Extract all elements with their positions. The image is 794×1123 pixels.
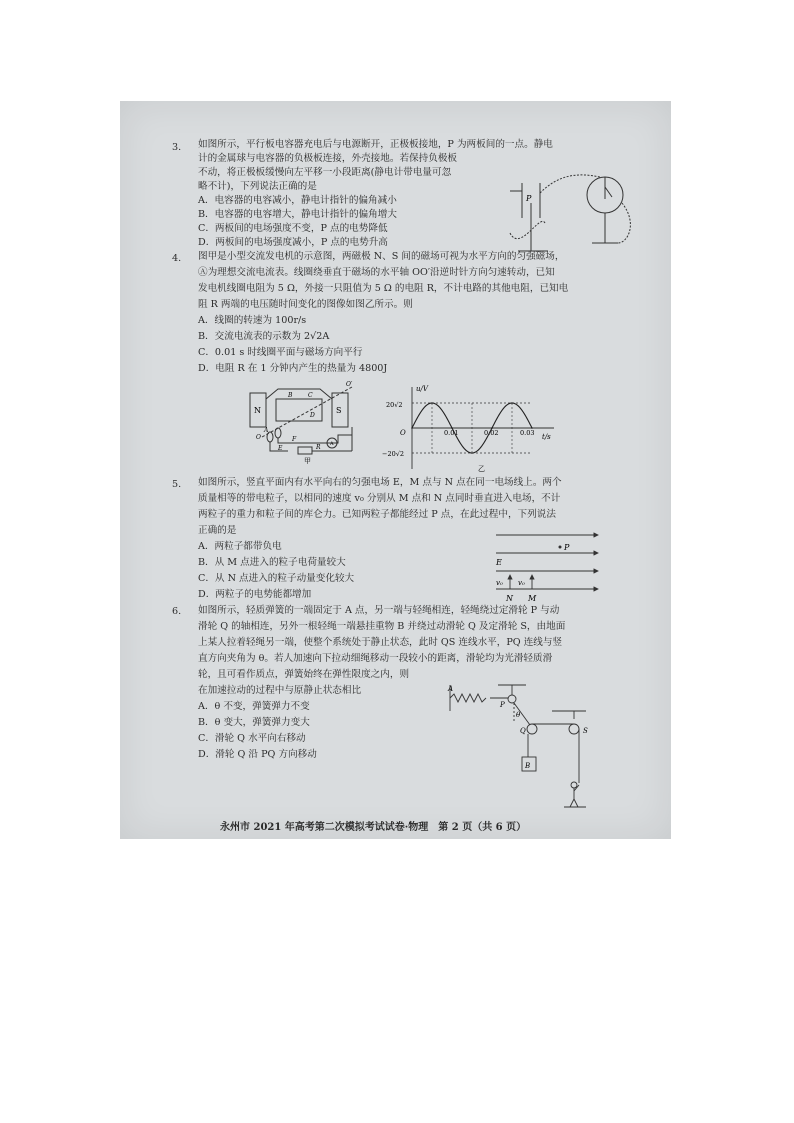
chart-x-label: t/s (542, 433, 551, 441)
q5-option-a: A．两粒子都带负电 (198, 541, 282, 552)
q4-line-4: 阻 R 两端的电压随时间变化的图像如图乙所示。则 (198, 299, 413, 310)
q5-line-1: 如图所示，竖直平面内有水平向右的匀强电场 E，M 点与 N 点在同一电场线上。两个 (198, 477, 562, 488)
q5-fig-v0-b-label: v₀ (518, 579, 525, 587)
q5-line-4: 正确的是 (198, 525, 237, 536)
q6-line-2: 滑轮 Q 的轴相连，另外一根轻绳一端悬挂重物 B 并绕过动滑轮 Q 及定滑轮 S，由地面 (198, 621, 566, 632)
q4-line-2: Ⓐ为理想交流电流表。线圈绕垂直于磁场的水平轴 OO′沿逆时针方向匀速转动，已知 (198, 267, 555, 278)
q3-option-d: D．两板间的电场强度减小，P 点的电势升高 (198, 237, 388, 248)
chart-caption: 乙 (478, 465, 485, 473)
q4-fig-b-label: B (288, 392, 293, 399)
q5-fig-e-label: E (496, 558, 502, 567)
q6-option-a: A．θ 不变，弹簧弹力不变 (198, 701, 310, 712)
q4-option-a: A．线圈的转速为 100r/s (198, 315, 307, 326)
q6-fig-theta-label: θ (516, 711, 521, 719)
q5-line-3: 两粒子的重力和粒子间的库仑力。已知两粒子都能经过 P 点，在此过程中，下列说法 (198, 509, 556, 520)
q4-fig-c-label: C (308, 392, 313, 399)
q4-fig-s-label: S (336, 406, 342, 415)
q4-figure-chart (382, 383, 562, 473)
q6-option-d: D．滑轮 Q 沿 PQ 方向移动 (198, 749, 317, 760)
q6-line-1: 如图所示，轻质弹簧的一端固定于 A 点，另一端与轻绳相连，轻绳绕过定滑轮 P 与动 (198, 605, 560, 616)
chart-x-tick-1: 0.01 (444, 429, 459, 437)
q4-line-3: 发电机线圈电阻为 5 Ω，外接一只阻值为 5 Ω 的电阻 R，不计电路的其他电阻，已知电 (198, 283, 569, 294)
q5-fig-v0-a-label: v₀ (496, 579, 503, 587)
chart-point-5 (511, 402, 513, 404)
q4-fig-f-label: F (292, 436, 297, 443)
q6-line-5: 轮，且可看作质点，弹簧始终在弹性限度之内，则 (198, 669, 410, 680)
chart-origin-label: O (400, 429, 406, 437)
q4-fig-a-label: A (264, 427, 269, 434)
q6-fig-p-label: P (500, 701, 505, 709)
q5-number: 5. (172, 479, 182, 490)
chart-y-label: u/V (416, 385, 428, 393)
q3-option-b: B．电容器的电容增大，静电计指针的偏角增大 (198, 209, 397, 220)
q3-option-a: A．电容器的电容减小，静电计指针的偏角减小 (198, 195, 397, 206)
q4-fig-o-prime-label: O′ (346, 381, 353, 388)
q6-line-3: 上某人拉着轻绳另一端，使整个系统处于静止状态，此时 QS 连线水平，PQ 连线与竖 (198, 637, 563, 648)
q3-fig-p-label: P (526, 194, 532, 203)
q6-figure-pulleys (446, 681, 596, 813)
q5-fig-p-label: P (564, 543, 570, 552)
page-footer: 永州市 2021 年高考第二次模拟考试试卷·物理 第 2 页（共 6 页） (220, 822, 527, 833)
q4-fig-a-caption: 甲 (304, 457, 311, 465)
q3-number: 3. (172, 142, 182, 153)
q6-fig-s-label: S (583, 727, 588, 735)
q6-fig-a-label: A (448, 685, 454, 693)
q4-number: 4. (172, 253, 182, 264)
q3-line-4: 略不计)，下列说法正确的是 (198, 181, 317, 192)
q5-line-2: 质量相等的带电粒子，以相同的速度 v₀ 分别从 M 点和 N 点同时垂直进入电场，不计 (198, 493, 561, 504)
q4-fig-r-label: R (316, 444, 321, 451)
q5-fig-m-label: M (528, 594, 537, 603)
q4-option-b: B．交流电流表的示数为 2√2A (198, 331, 330, 342)
chart-y-tick-pos: 20√2 (386, 401, 403, 409)
ammeter-icon: A (330, 441, 334, 447)
q5-option-b: B．从 M 点进入的粒子电荷量较大 (198, 557, 346, 568)
q6-line-6: 在加速拉动的过程中与原静止状态相比 (198, 685, 362, 696)
q5-fig-n-label: N (506, 594, 513, 603)
chart-x-tick-2: 0.02 (484, 429, 499, 437)
q3-line-3: 不动，将正极板缓慢向左平移一小段距离(静电计带电量可忽 (198, 167, 452, 178)
q6-option-c: C．滑轮 Q 水平向右移动 (198, 733, 306, 744)
chart-x-tick-3: 0.03 (520, 429, 535, 437)
q3-option-c: C．两板间的电场强度不变，P 点的电势降低 (198, 223, 388, 234)
q5-option-c: C．从 N 点进入的粒子动量变化较大 (198, 573, 355, 584)
q3-line-2: 计的金属球与电容器的负极板连接，外壳接地。若保持负极板 (198, 153, 458, 164)
q6-number: 6. (172, 606, 182, 617)
q4-fig-d-label: D (310, 412, 315, 419)
q4-line-1: 图甲是小型交流发电机的示意图，两磁极 N、S 间的磁场可视为水平方向的匀强磁场， (198, 251, 565, 262)
q6-option-b: B．θ 变大，弹簧弹力变大 (198, 717, 310, 728)
chart-point-1 (431, 402, 433, 404)
q4-fig-o-label: O (256, 434, 261, 441)
q6-fig-b-label: B (525, 762, 531, 770)
q4-option-c: C．0.01 s 时线圈平面与磁场方向平行 (198, 347, 363, 358)
q4-figure-generator (248, 381, 368, 465)
q3-figure-electrometer (500, 163, 640, 255)
q4-fig-e-label: E (278, 445, 283, 452)
q6-line-4: 直方向夹角为 θ。若人加速向下拉动细绳移动一段较小的距离，滑轮均为光滑轻质滑 (198, 653, 553, 664)
q5-option-d: D．两粒子的电势能都增加 (198, 589, 312, 600)
chart-y-tick-neg: −20√2 (382, 450, 404, 458)
chart-point-0 (411, 427, 413, 429)
q6-fig-q-label: Q (520, 727, 526, 735)
q4-option-d: D．电阻 R 在 1 分钟内产生的热量为 4800J (198, 363, 388, 374)
exam-page (120, 101, 671, 839)
q4-fig-n-label: N (254, 406, 261, 415)
chart-point-3 (471, 452, 473, 454)
q3-line-1: 如图所示，平行板电容器充电后与电源断开，正极板接地，P 为两板间的一点。静电 (198, 139, 553, 150)
